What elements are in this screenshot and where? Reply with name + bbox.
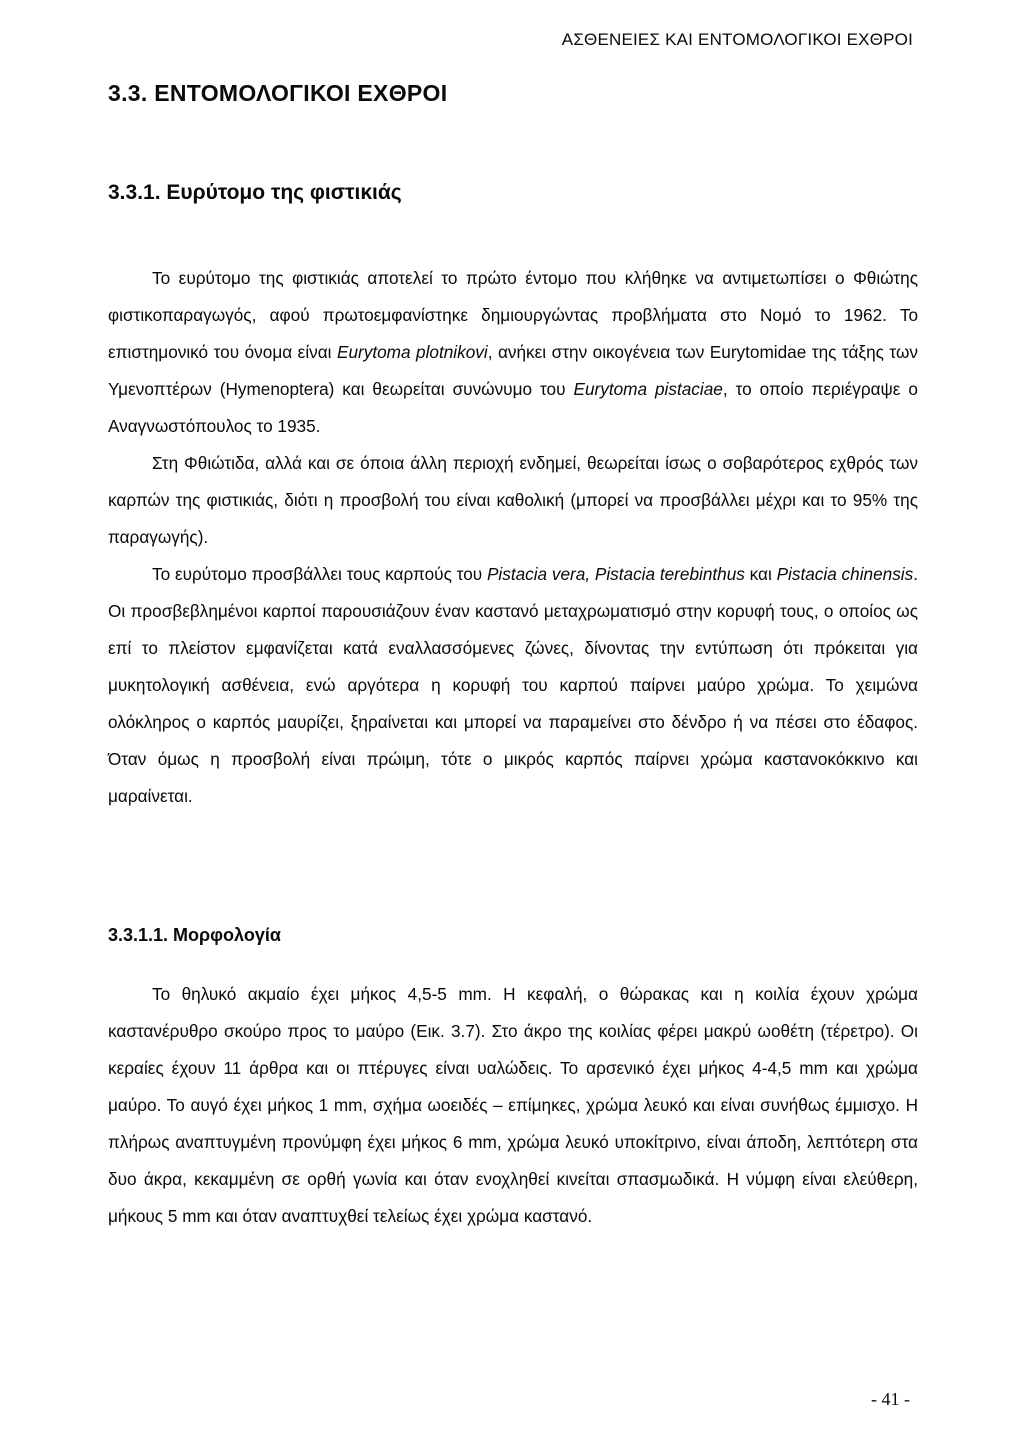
text-run: και xyxy=(744,564,777,584)
text-run: Το ευρύτομο προσβάλλει τους καρπούς του xyxy=(152,564,487,584)
species-name: Eurytoma plotnikovi xyxy=(336,342,488,362)
text-run: Το θηλυκό ακμαίο έχει μήκος 4,5-5 mm. Η κεφαλή, ο θώρακας και η κοιλία έχουν χρώμα καστανέρυθρο σκούρο προς το μαύρο (Εικ. 3.7). Στο άκρο της κοιλίας φέρει μακρύ ωοθέτη (τέρετρο). Οι κεραίες έχουν 11 άρθρα και οι πτέρυγες είναι υαλώδεις. Το αρσενικό έχει μήκος 4-4,5 mm και χρώμα μαύρο. Το αυγό έχει μήκος 1 mm, σχήμα ωοειδές – επίμηκες, χρώμα λευκό και είναι συνήθως έμμισχο. Η πλήρως αναπτυγμένη προνύμφη έχει μήκος 6 mm, χρώμα λευκό υποκίτρινο, είναι άποδη, λεπτότερη στα δυο άκρα, κεκαμμένη σε ορθή γωνία και όταν ενοχληθεί κινείται σπασμωδικά. Η νύμφη είναι ελεύθερη, μήκους 5 mm και όταν αναπτυχθεί τελείως έχει χρώμα καστανό. xyxy=(108,984,918,1226)
subsection-heading: 3.3.1. Ευρύτομο της φιστικιάς xyxy=(108,181,402,204)
text-run: . Οι προσβεβλημένοι καρποί παρουσιάζουν έναν καστανό μεταχρωματισμό στην κορυφή τους, ο οποίος ως επί το πλείστον εμφανίζεται κατά εναλλασσόμενες ζώνες, δίνοντας την εντύπωση ότι πρόκειται για μυκητολογική ασθένεια, ενώ αργότερα η κορυφή του καρπού παίρνει μαύρο χρώμα. Το χειμώνα ολόκληρος ο καρπός μαυρίζει, ξηραίνεται και μπορεί να παραμείνει στο δένδρο ή να πέσει στο έδαφος. Όταν όμως η προσβολή είναι πρώιμη, τότε ο μικρός καρπός παίρνει χρώμα καστανοκόκκινο και μαραίνεται. xyxy=(108,564,918,806)
text-run: , το οποίο περιέγραψε ο Αναγνωστόπουλος το 1935. xyxy=(108,379,918,436)
species-name: Eurytoma pistaciae xyxy=(573,379,723,399)
section-heading: 3.3. ΕΝΤΟΜΟΛΟΓΙΚΟΙ ΕΧΘΡΟΙ xyxy=(108,80,448,106)
species-name: Pistacia chinensis xyxy=(776,564,914,584)
species-name: Pistacia vera, Pistacia terebinthus xyxy=(486,564,745,584)
page-number: - 41 - xyxy=(871,1389,910,1409)
morphology-heading: 3.3.1.1. Μορφολογία xyxy=(108,925,281,945)
paragraph-description xyxy=(108,260,918,815)
text-run: Στη Φθιώτιδα, αλλά και σε όποια άλλη περιοχή ενδημεί, θεωρείται ίσως ο σοβαρότερος εχθρός των καρπών της φιστικιάς, διότι η προσβολή του είναι καθολική (μπορεί να προσβάλλει μέχρι και το 95% της παραγωγής). xyxy=(108,453,918,547)
text-run: Το ευρύτομο της φιστικιάς αποτελεί το πρώτο έντομο που κλήθηκε να αντιμετωπίσει ο Φθιώτης φιστικοπαραγωγός, αφού πρωτοεμφανίστηκε δημιουργώντας προβλήματα στο Νομό το 1962. Το επιστημονικό του όνομα είναι xyxy=(108,268,918,362)
paragraph-morphology xyxy=(108,976,918,1235)
running-header: ΑΣΘΕΝΕΙΕΣ ΚΑΙ ΕΝΤΟΜΟΛΟΓΙΚΟΙ ΕΧΘΡΟΙ xyxy=(561,30,913,49)
text-run: , ανήκει στην οικογένεια των Eurytomidae της τάξης των Υμενοπτέρων (Hymenoptera) και θεωρείται συνώνυμο του xyxy=(108,342,918,399)
